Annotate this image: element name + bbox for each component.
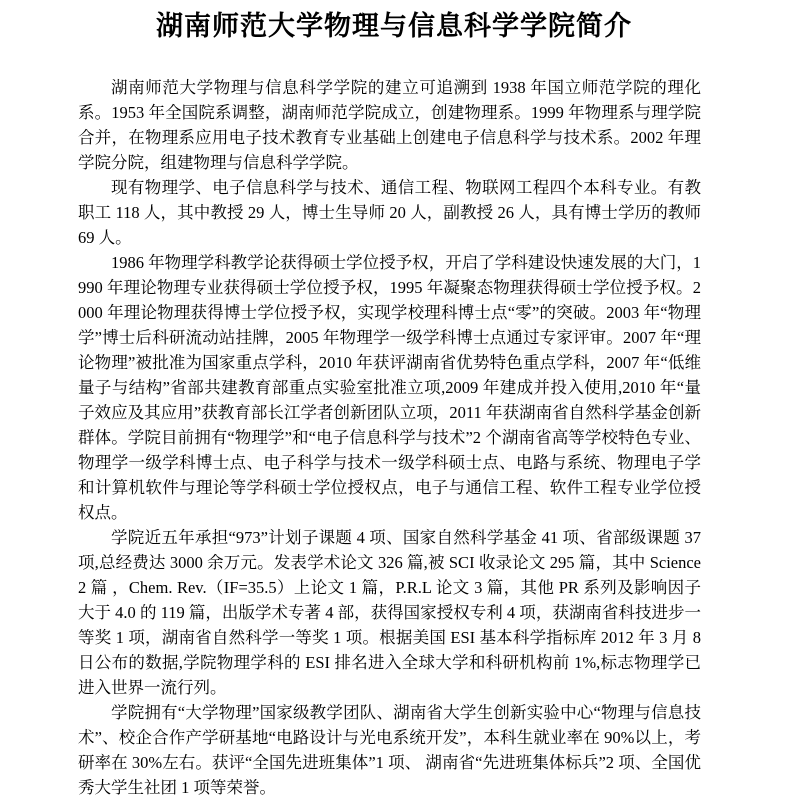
paragraph-discipline-development: 1986 年物理学科教学论获得硕士学位授予权，开启了学科建设快速发展的大门，1990 年理论物理专业获得硕士学位授予权，1995 年凝聚态物理获得硕士学位授予权。2000 年理论物理获得博士学位授予权，实现学校理科博士点“零”的突破。2003 年“物理学”博士后科研流动站挂牌，2005 年物理学一级学科博士点通过专家评审。2007 年“理论物理”被批准为国家重点学科，2010 年获评湖南省优势特色重点学科，2007 年“低维量子与结构”省部共建教育部重点实验室批准立项,2009 年建成并投入使用,2010 年“量子效应及其应用”获教育部长江学者创新团队立项，2011 年获湖南省自然科学基金创新群体。学院目前拥有“物理学”和“电子信息科学与技术”2 个湖南省高等学校特色专业、物理学一级学科博士点、电子科学与技术一级学科硕士点、电路与系统、物理电子学和计算机软件与理论等学科硕士学位授权点，电子与通信工程、软件工程专业学位授权点。 bbox=[78, 253, 701, 522]
paragraph-history: 湖南师范大学物理与信息科学学院的建立可追溯到 1938 年国立师范学院的理化系。1953 年全国院系调整，湖南师范学院成立，创建物理系。1999 年物理系与理学院合并，在物理系应用电子技术教育专业基础上创建电子信息科学与技术系。2002 年理学院分院，组建物理与信息科学学院。 bbox=[78, 78, 701, 172]
document-title: 湖南师范大学物理与信息科学学院简介 bbox=[156, 11, 632, 41]
paragraph-teaching-honors: 学院拥有“大学物理”国家级教学团队、湖南省大学生创新实验中心“物理与信息技术”、校企合作产学研基地“电路设计与光电系统开发”，本科生就业率在 90%以上，考研率在 30%左右。获评“全国先进班集体”1 项、 湖南省“先进班集体标兵”2 项、全国优秀大学生社团 1 项等荣誉。 bbox=[78, 703, 701, 797]
paragraph-majors-faculty: 现有物理学、电子信息科学与技术、通信工程、物联网工程四个本科专业。有教职工 118 人，其中教授 29 人，博士生导师 20 人，副教授 26 人，具有博士学历的教师 69 人。 bbox=[78, 178, 701, 247]
document-body bbox=[0, 75, 788, 800]
paragraph-research-achievements: 学院近五年承担“973”计划子课题 4 项、国家自然科学基金 41 项、省部级课题 37 项,总经费达 3000 余万元。发表学术论文 326 篇,被 SCI 收录论文 295 篇，其中 Science 2 篇 ，Chem. Rev.（IF=35.5）上论文 1 篇，P.R.L 论文 3 篇，其他 PR 系列及影响因子大于 4.0 的 119 篇，出版学术专著 4 部，获得国家授权专利 4 项，获湖南省科技进步一等奖 1 项，湖南省自然科学一等奖 1 项。根据美国 ESI 基本科学指标库 2012 年 3 月 8 日公布的数据,学院物理学科的 ESI 排名进入全球大学和科研机构前 1%,标志物理学已进入世界一流行列。 bbox=[78, 528, 701, 697]
